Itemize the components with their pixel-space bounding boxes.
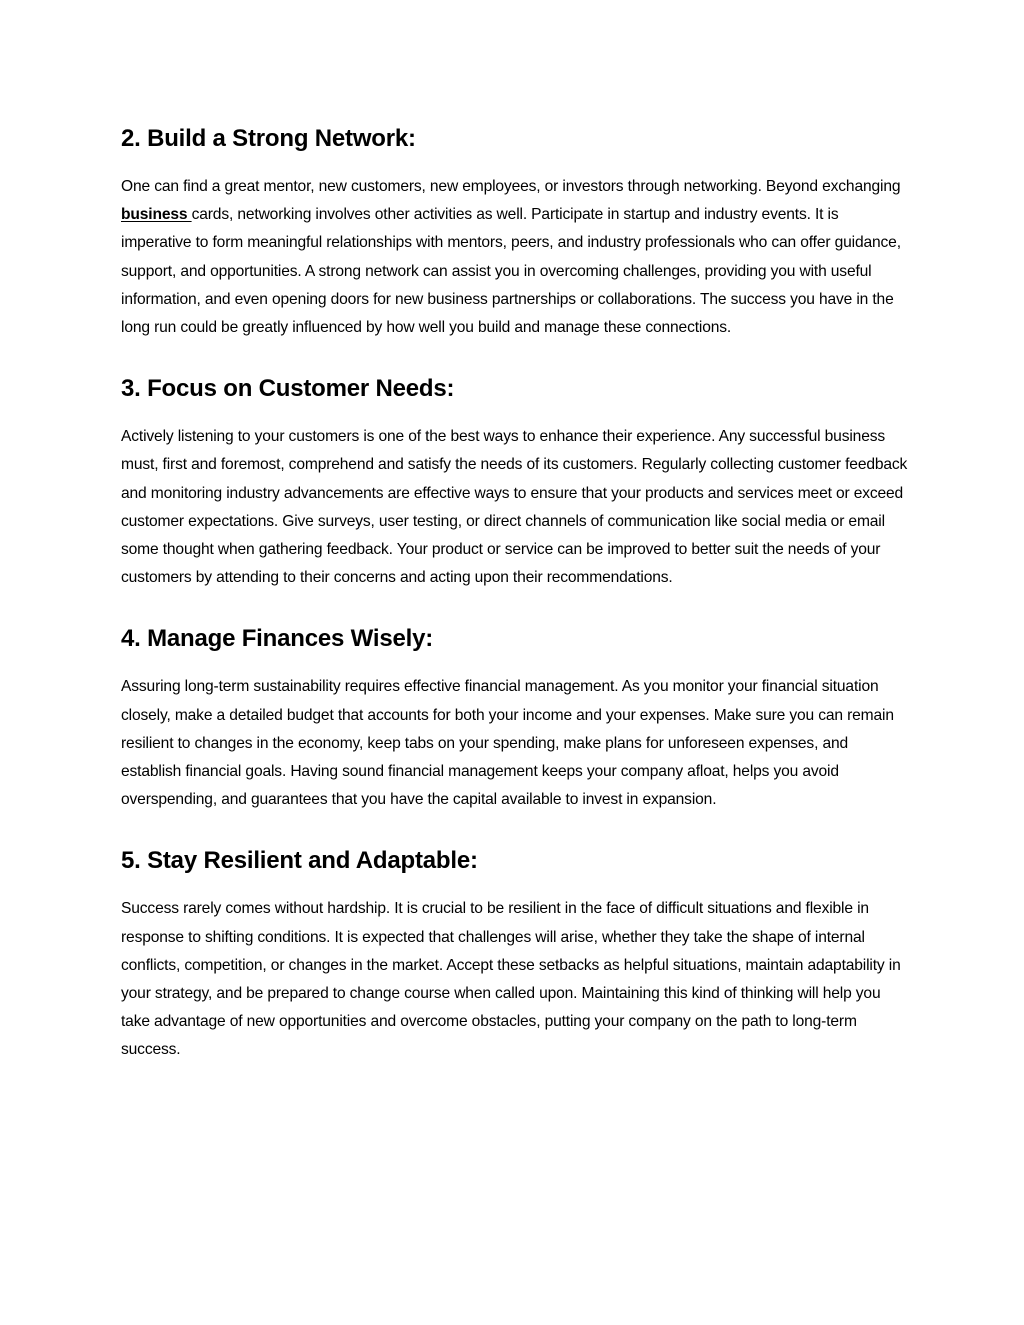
document-page <box>121 122 911 1095</box>
paragraph-text: One can find a great mentor, new customers, new employees, or investors through networking. Beyond exchanging <box>121 178 901 195</box>
section-paragraph <box>121 173 911 342</box>
section-customer-needs <box>121 372 911 592</box>
paragraph-text: cards, networking involves other activities as well. Participate in startup and industry events. It is imperative to form meaningful relationships with mentors, peers, and industry professionals who can offer guidance, support, and opportunities. A strong network can assist you in overcoming challenges, providing you with useful information, and even opening doors for new business partnerships or collaborations. The success you have in the long run could be greatly influenced by how well you build and manage these connections. <box>121 206 901 337</box>
section-paragraph: Actively listening to your customers is one of the best ways to enhance their experience. Any successful business must, first and foremost, comprehend and satisfy the needs of its customers. Regularly collecting customer feedback and monitoring industry advancements are effective ways to ensure that your products and services meet or exceed customer expectations. Give surveys, user testing, or direct channels of communication like social media or email some thought when gathering feedback. Your product or service can be improved to better suit the needs of your customers by attending to their concerns and acting upon their recommendations. <box>121 428 908 587</box>
section-paragraph: Success rarely comes without hardship. It is crucial to be resilient in the face of difficult situations and flexible in response to shifting conditions. It is expected that challenges will arise, whether they take the shape of internal conflicts, competition, or changes in the market. Accept these setbacks as helpful situations, maintain adaptability in your strategy, and be prepared to change course when called upon. Maintaining this kind of thinking will help you take advantage of new opportunities and overcome obstacles, putting your company on the path to long-term success. <box>121 900 901 1059</box>
section-heading: 5. Stay Resilient and Adaptable: <box>121 847 478 875</box>
section-build-network <box>121 122 911 342</box>
section-heading: 2. Build a Strong Network: <box>121 125 416 152</box>
section-stay-resilient <box>121 844 911 1064</box>
business-link[interactable]: business <box>121 206 192 224</box>
section-heading: 4. Manage Finances Wisely: <box>121 625 434 653</box>
section-heading: 3. Focus on Customer Needs: <box>121 375 455 403</box>
section-paragraph: Assuring long-term sustainability requires effective financial management. As you monitor your financial situation closely, make a detailed budget that accounts for both your income and your expenses. Make sure you can remain resilient to changes in the economy, keep tabs on your spending, make plans for unforeseen expenses, and establish financial goals. Having sound financial management keeps your company afloat, helps you avoid overspending, and guarantees that you have the capital available to invest in expansion. <box>121 678 894 809</box>
section-manage-finances <box>121 622 911 814</box>
